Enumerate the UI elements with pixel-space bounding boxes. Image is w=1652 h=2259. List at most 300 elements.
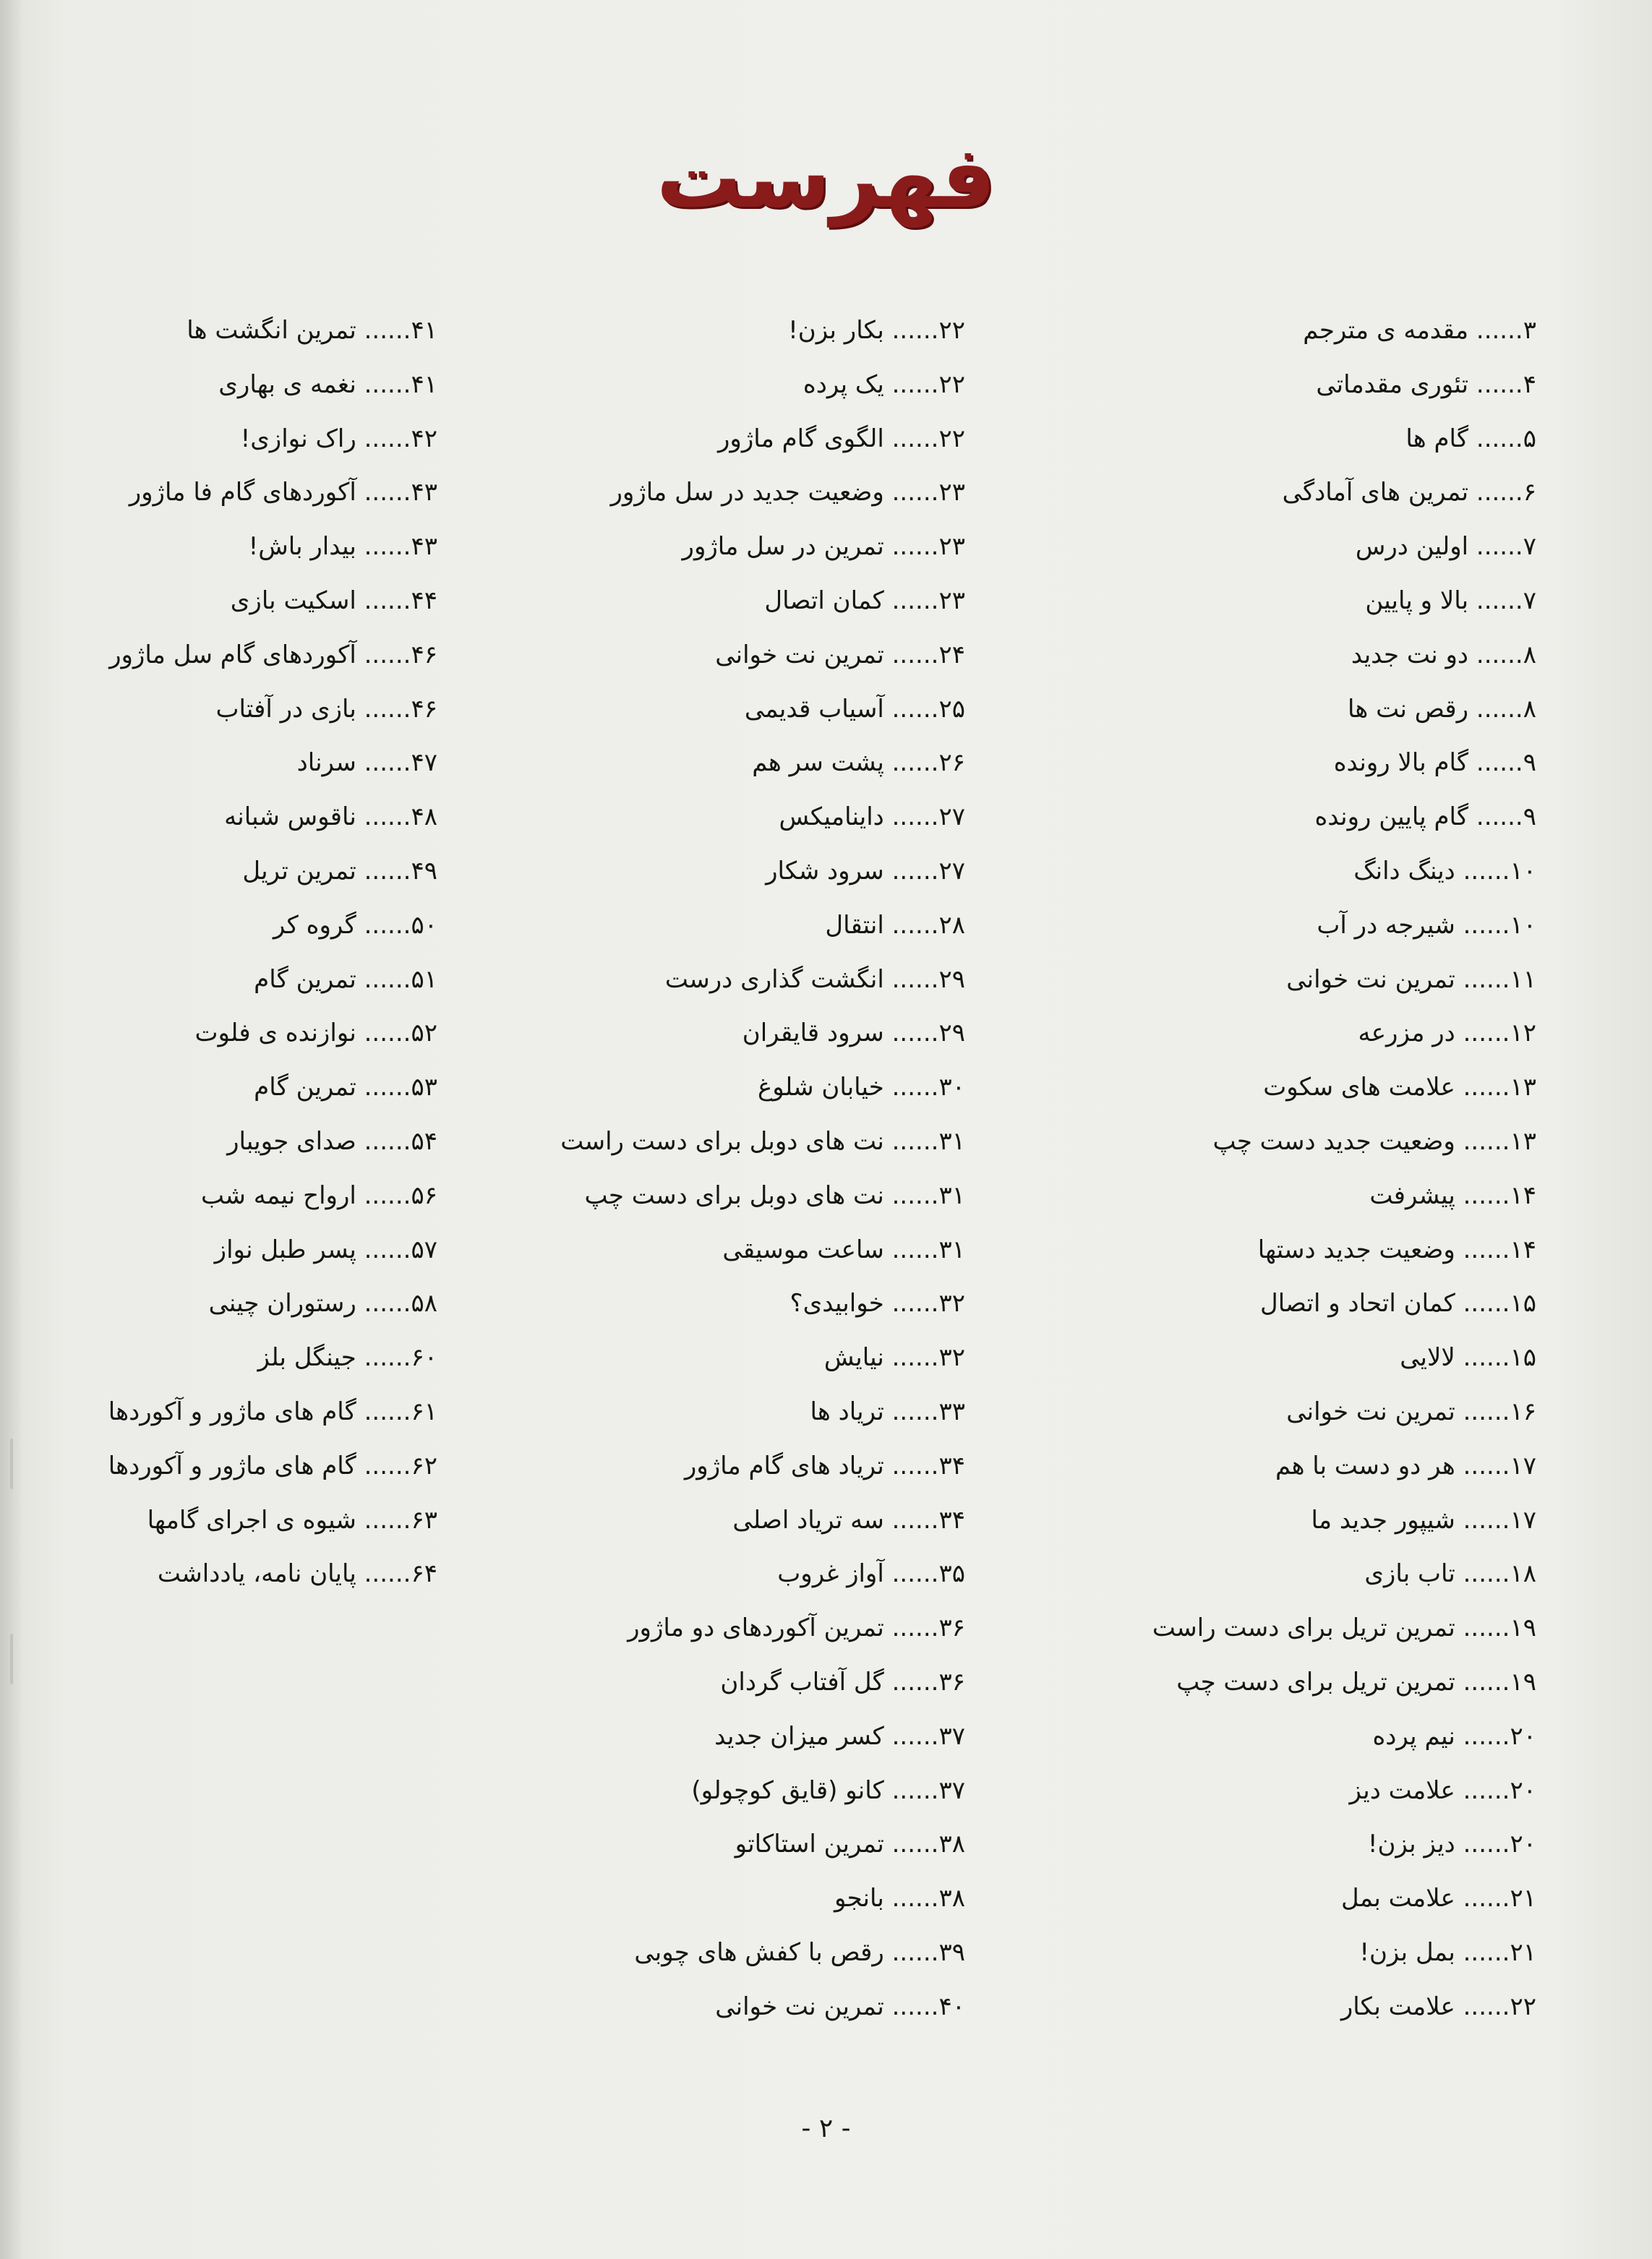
page-number: - ۲ -	[801, 2114, 851, 2143]
toc-entry-leader: ......	[1455, 1180, 1510, 1210]
toc-entry-leader: ......	[1455, 1505, 1510, 1535]
toc-entry-title: انگشت گذاری درست	[664, 964, 884, 994]
toc-entry-page: ۴۳	[411, 532, 437, 562]
toc-entry	[33, 1169, 437, 1223]
toc-entry-leader: ......	[883, 1397, 939, 1426]
toc-entry-page: ۶۰	[411, 1343, 437, 1373]
toc-entry	[33, 1277, 437, 1331]
toc-entry-page: ۳۲	[938, 1289, 965, 1319]
toc-entry-leader: ......	[883, 1451, 939, 1480]
toc-entry-page: ۳۶	[938, 1667, 965, 1697]
toc-entry-title: شیوه ی اجرای گامها	[147, 1505, 356, 1535]
toc-entry-leader: ......	[356, 1235, 411, 1264]
toc-entry-title: گروه کر	[273, 910, 356, 940]
toc-entry-leader: ......	[1468, 424, 1523, 453]
toc-entry-leader: ......	[356, 856, 411, 886]
toc-entry	[1030, 520, 1536, 574]
toc-entry-title: آکوردهای گام فا ماژور	[129, 478, 356, 507]
toc-entry	[1030, 790, 1536, 844]
toc-entry-title: شیپور جدید ما	[1311, 1505, 1455, 1535]
toc-entry-leader: ......	[883, 1235, 939, 1264]
toc-entry-title: بیدار باش!	[248, 532, 356, 562]
toc-entry-page: ۲۰	[1510, 1721, 1536, 1751]
toc-entry	[445, 1385, 965, 1439]
toc-entry	[1030, 628, 1536, 682]
toc-entry-leader: ......	[883, 1830, 939, 1859]
toc-entry	[33, 1331, 437, 1385]
toc-entry-title: لالایی	[1400, 1343, 1455, 1373]
toc-entry-page: ۴۳	[411, 478, 437, 507]
toc-entry-page: ۱۴	[1510, 1180, 1536, 1210]
toc-entry-page: ۵	[1523, 424, 1536, 453]
toc-entry-title: داینامیکس	[779, 802, 884, 832]
toc-entry-title: نیایش	[823, 1343, 884, 1373]
toc-entry-title: وضعیت جدید دست چپ	[1212, 1126, 1455, 1156]
toc-entry	[33, 1547, 437, 1601]
toc-entry-page: ۲۸	[938, 910, 965, 940]
toc-entry-page: ۴۱	[411, 369, 437, 399]
toc-entry-title: علامت های سکوت	[1263, 1073, 1455, 1102]
toc-entry	[33, 628, 437, 682]
toc-entry-title: کمان اتصال	[764, 586, 884, 615]
toc-entry-leader: ......	[356, 1073, 411, 1102]
toc-entry	[445, 1817, 965, 1872]
toc-entry	[1030, 1385, 1536, 1439]
toc-entry-page: ۲۹	[938, 964, 965, 994]
toc-entry-page: ۴	[1523, 369, 1536, 399]
toc-entry-title: رستوران چینی	[208, 1289, 356, 1319]
toc-entry	[1030, 1223, 1536, 1277]
toc-entry-leader: ......	[1468, 532, 1523, 562]
toc-entry-title: اولین درس	[1355, 532, 1469, 562]
toc-entry-leader: ......	[356, 1505, 411, 1535]
toc-entry-title: دو نت جدید	[1351, 640, 1469, 669]
toc-entry-title: ساعت موسیقی	[722, 1235, 884, 1264]
toc-entry-leader: ......	[1455, 1721, 1510, 1751]
toc-entry	[445, 1926, 965, 1980]
toc-entry	[33, 1006, 437, 1060]
binding-stitch	[10, 1439, 13, 1489]
toc-entry-page: ۳۴	[938, 1505, 965, 1535]
toc-entry-page: ۳۸	[938, 1830, 965, 1859]
toc-entry-page: ۵۱	[411, 964, 437, 994]
toc-entry-title: آکوردهای گام سل ماژور	[109, 640, 356, 669]
toc-entry	[1030, 682, 1536, 737]
toc-entry-title: علامت بمل	[1340, 1884, 1455, 1913]
toc-entry	[1030, 466, 1536, 520]
toc-entry	[1030, 1872, 1536, 1926]
toc-entry-page: ۳۷	[938, 1721, 965, 1751]
toc-entry-leader: ......	[356, 586, 411, 615]
toc-entry-title: تمرین نت خوانی	[715, 640, 884, 669]
toc-entry-page: ۲۲	[938, 316, 965, 345]
toc-entry-page: ۱۱	[1510, 964, 1536, 994]
toc-entry-title: رقص با کفش های چوبی	[634, 1937, 884, 1967]
toc-entry-leader: ......	[1468, 478, 1523, 507]
toc-entry-page: ۳۷	[938, 1775, 965, 1805]
toc-entry-title: گام ها	[1405, 424, 1469, 453]
toc-entry-title: علامت بکار	[1340, 1992, 1455, 2021]
toc-entry-title: خوابیدی؟	[789, 1289, 884, 1319]
toc-entry-title: تمرین نت خوانی	[715, 1992, 884, 2021]
toc-entry	[445, 412, 965, 466]
toc-entry	[1030, 1169, 1536, 1223]
toc-entry-leader: ......	[1455, 1937, 1510, 1967]
toc-entry-page: ۳۱	[938, 1235, 965, 1264]
toc-entry-page: ۶۲	[411, 1451, 437, 1480]
toc-entry-title: بالا و پایین	[1365, 586, 1469, 615]
toc-entry-page: ۵۰	[411, 910, 437, 940]
toc-entry-title: اسکیت بازی	[230, 586, 356, 615]
toc-entry-page: ۷	[1523, 532, 1536, 562]
toc-entry-page: ۴۸	[411, 802, 437, 832]
toc-entry-title: کسر میزان جدید	[714, 1721, 884, 1751]
toc-entry-leader: ......	[883, 1559, 939, 1589]
toc-entry-title: تریاد های گام ماژور	[684, 1451, 884, 1480]
toc-entry	[1030, 1547, 1536, 1601]
toc-entry	[445, 1331, 965, 1385]
toc-entry	[33, 1115, 437, 1169]
toc-entry-page: ۴۷	[411, 748, 437, 778]
toc-entry-leader: ......	[356, 640, 411, 669]
toc-entry-page: ۳	[1523, 316, 1536, 345]
binding-stitch	[10, 1634, 13, 1684]
toc-entry-leader: ......	[883, 478, 939, 507]
toc-entry-page: ۴۴	[411, 586, 437, 615]
toc-entry-leader: ......	[1455, 1451, 1510, 1480]
toc-entry-page: ۳۶	[938, 1613, 965, 1643]
toc-entry-leader: ......	[1455, 910, 1510, 940]
toc-entry	[445, 1169, 965, 1223]
toc-entry-page: ۵۳	[411, 1073, 437, 1102]
toc-entry	[445, 358, 965, 412]
toc-entry	[1030, 574, 1536, 628]
toc-entry-leader: ......	[356, 1397, 411, 1426]
toc-entry-page: ۲۷	[938, 802, 965, 832]
toc-entry-leader: ......	[356, 1559, 411, 1589]
toc-entry-page: ۲۳	[938, 532, 965, 562]
toc-entry	[33, 574, 437, 628]
toc-entry-title: تمرین استاکاتو	[735, 1830, 884, 1859]
toc-entry-leader: ......	[883, 1884, 939, 1913]
toc-entry	[33, 466, 437, 520]
toc-entry	[1030, 412, 1536, 466]
toc-entry-page: ۵۸	[411, 1289, 437, 1319]
toc-entry	[1030, 358, 1536, 412]
toc-entry-page: ۱۷	[1510, 1505, 1536, 1535]
toc-entry-page: ۲۱	[1510, 1937, 1536, 1967]
toc-entry-page: ۲۱	[1510, 1884, 1536, 1913]
toc-entry-title: نیم پرده	[1372, 1721, 1455, 1751]
toc-entry-title: نت های دوبل برای دست چپ	[584, 1180, 884, 1210]
page-title: فهرست	[656, 127, 996, 227]
toc-entry-title: تمرین های آمادگی	[1282, 478, 1469, 507]
toc-entry	[445, 574, 965, 628]
toc-entry-leader: ......	[356, 1289, 411, 1319]
toc-entry-leader: ......	[883, 802, 939, 832]
toc-entry-leader: ......	[1455, 1559, 1510, 1589]
toc-entry-page: ۶۱	[411, 1397, 437, 1426]
toc-entry	[33, 1223, 437, 1277]
toc-entry	[1030, 736, 1536, 790]
toc-entry-page: ۶	[1523, 478, 1536, 507]
toc-entry-leader: ......	[356, 910, 411, 940]
toc-entry	[445, 1493, 965, 1548]
toc-entry-title: نوازنده ی فلوت	[194, 1019, 356, 1048]
toc-entry-page: ۵۷	[411, 1235, 437, 1264]
toc-entry-title: تمرین نت خوانی	[1286, 964, 1455, 994]
toc-entry-title: گام بالا رونده	[1333, 748, 1469, 778]
toc-entry-page: ۳۹	[938, 1937, 965, 1967]
toc-entry-page: ۱۷	[1510, 1451, 1536, 1480]
toc-entry-leader: ......	[1455, 856, 1510, 886]
toc-entry-title: دینگ دانگ	[1353, 856, 1455, 886]
toc-entry-leader: ......	[1468, 748, 1523, 778]
toc-entry-page: ۹	[1523, 802, 1536, 832]
toc-entry-title: ناقوس شبانه	[224, 802, 356, 832]
toc-entry-leader: ......	[1455, 1613, 1510, 1643]
toc-entry-title: در مزرعه	[1358, 1019, 1455, 1048]
toc-entry-title: علامت دیز	[1349, 1775, 1455, 1805]
toc-entry-page: ۳۴	[938, 1451, 965, 1480]
toc-entry-leader: ......	[356, 369, 411, 399]
toc-entry-leader: ......	[356, 748, 411, 778]
toc-entry-leader: ......	[883, 369, 939, 399]
toc-entry-leader: ......	[356, 478, 411, 507]
toc-entry-title: بکار بزن!	[788, 316, 884, 345]
toc-entry-leader: ......	[1455, 1289, 1510, 1319]
toc-entry	[1030, 844, 1536, 899]
toc-entry-leader: ......	[1468, 694, 1523, 724]
toc-entry-title: پسر طبل نواز	[214, 1235, 356, 1264]
toc-entry-leader: ......	[883, 1343, 939, 1373]
toc-entry-leader: ......	[883, 1992, 939, 2021]
toc-entry	[33, 953, 437, 1007]
binding-shadow	[0, 0, 22, 2259]
toc-entry-title: نت های دوبل برای دست راست	[560, 1126, 884, 1156]
toc-entry-page: ۸	[1523, 694, 1536, 724]
toc-entry	[445, 1980, 965, 2034]
toc-entry-page: ۴۹	[411, 856, 437, 886]
toc-entry-leader: ......	[1468, 586, 1523, 615]
toc-entry	[1030, 1439, 1536, 1493]
toc-entry-page: ۵۲	[411, 1019, 437, 1048]
toc-entry	[33, 358, 437, 412]
toc-entry-page: ۱۴	[1510, 1235, 1536, 1264]
toc-entry-page: ۲۲	[938, 369, 965, 399]
toc-entry-leader: ......	[883, 1019, 939, 1048]
toc-entry	[445, 304, 965, 358]
toc-entry-leader: ......	[883, 640, 939, 669]
toc-entry-leader: ......	[1455, 1830, 1510, 1859]
toc-entry-leader: ......	[356, 532, 411, 562]
toc-entry-leader: ......	[1455, 1343, 1510, 1373]
toc-entry-page: ۳۳	[938, 1397, 965, 1426]
toc-entry-title: تمرین گام	[254, 964, 356, 994]
toc-entry-leader: ......	[883, 694, 939, 724]
toc-entry	[445, 736, 965, 790]
toc-entry-leader: ......	[883, 856, 939, 886]
toc-entry-title: رقص نت ها	[1348, 694, 1469, 724]
toc-entry-leader: ......	[1468, 802, 1523, 832]
toc-entry-page: ۱۰	[1510, 910, 1536, 940]
toc-entry-title: سرود شکار	[766, 856, 884, 886]
toc-entry	[1030, 1060, 1536, 1115]
toc-entry-title: وضعیت جدید دستها	[1257, 1235, 1455, 1264]
toc-entry-page: ۱۸	[1510, 1559, 1536, 1589]
toc-entry	[1030, 1926, 1536, 1980]
toc-entry-page: ۲۵	[938, 694, 965, 724]
toc-entry	[445, 1060, 965, 1115]
toc-entry-title: بانجو	[834, 1884, 884, 1913]
toc-entry-title: گل آفتاب گردان	[720, 1667, 884, 1697]
toc-entry-leader: ......	[883, 1180, 939, 1210]
toc-entry-page: ۲۷	[938, 856, 965, 886]
toc-entry-page: ۱۳	[1510, 1073, 1536, 1102]
toc-entry	[33, 520, 437, 574]
toc-entry-title: یک پرده	[803, 369, 884, 399]
toc-entry	[445, 1655, 965, 1710]
toc-entry-leader: ......	[1468, 640, 1523, 669]
toc-entry-leader: ......	[1455, 1019, 1510, 1048]
toc-entry	[1030, 1764, 1536, 1818]
toc-entry-leader: ......	[883, 586, 939, 615]
toc-entry	[33, 1060, 437, 1115]
toc-entry-title: تئوری مقدماتی	[1316, 369, 1469, 399]
toc-entry-title: بازی در آفتاب	[215, 694, 356, 724]
toc-entry-title: وضعیت جدید در سل ماژور	[610, 478, 884, 507]
toc-entry-leader: ......	[883, 1667, 939, 1697]
toc-entry-leader: ......	[1468, 316, 1523, 345]
toc-entry	[445, 790, 965, 844]
toc-entry-title: هر دو دست با هم	[1275, 1451, 1455, 1480]
toc-entry	[1030, 1006, 1536, 1060]
toc-entry-page: ۲۳	[938, 586, 965, 615]
toc-entry-leader: ......	[356, 1180, 411, 1210]
toc-column-right	[1030, 304, 1536, 2034]
toc-entry-leader: ......	[1455, 1992, 1510, 2021]
toc-entry-page: ۳۲	[938, 1343, 965, 1373]
toc-entry-leader: ......	[883, 316, 939, 345]
toc-entry-page: ۱۹	[1510, 1667, 1536, 1697]
toc-entry-title: کمان اتحاد و اتصال	[1259, 1289, 1455, 1319]
toc-entry	[1030, 1601, 1536, 1655]
toc-entry-title: نغمه ی بهاری	[218, 369, 356, 399]
toc-entry-leader: ......	[356, 424, 411, 453]
toc-entry-title: تمرین تریل برای دست چپ	[1176, 1667, 1455, 1697]
toc-entry-page: ۱۵	[1510, 1289, 1536, 1319]
toc-entry-page: ۲۰	[1510, 1830, 1536, 1859]
toc-entry	[33, 412, 437, 466]
toc-entry	[33, 736, 437, 790]
toc-entry-page: ۲۹	[938, 1019, 965, 1048]
toc-entry	[445, 953, 965, 1007]
toc-entry-leader: ......	[1455, 1126, 1510, 1156]
toc-entry-title: تمرین تریل برای دست راست	[1152, 1613, 1455, 1643]
toc-entry-leader: ......	[883, 424, 939, 453]
toc-entry	[1030, 1115, 1536, 1169]
toc-entry-page: ۵۶	[411, 1180, 437, 1210]
toc-entry-page: ۱۹	[1510, 1613, 1536, 1643]
toc-entry-page: ۳۵	[938, 1559, 965, 1589]
toc-entry	[1030, 304, 1536, 358]
toc-entry	[1030, 1655, 1536, 1710]
toc-entry	[33, 1493, 437, 1548]
toc-entry	[445, 1764, 965, 1818]
toc-entry-title: تمرین انگشت ها	[187, 316, 356, 345]
toc-entry-page: ۲۲	[1510, 1992, 1536, 2021]
toc-entry	[445, 466, 965, 520]
toc-entry-title: تمرین گام	[254, 1073, 356, 1102]
toc-entry-title: صدای جویبار	[227, 1126, 356, 1156]
toc-entry	[1030, 1817, 1536, 1872]
toc-entry-leader: ......	[883, 1073, 939, 1102]
toc-entry-leader: ......	[883, 1126, 939, 1156]
toc-entry	[33, 844, 437, 899]
toc-entry-title: تمرین در سل ماژور	[682, 532, 884, 562]
toc-column-left	[33, 304, 437, 1601]
toc-entry	[1030, 953, 1536, 1007]
toc-entry-title: گام پایین رونده	[1314, 802, 1469, 832]
toc-entry	[445, 844, 965, 899]
toc-entry	[1030, 899, 1536, 953]
toc-entry-page: ۳۸	[938, 1884, 965, 1913]
toc-entry-page: ۴۲	[411, 424, 437, 453]
toc-entry-leader: ......	[1455, 1235, 1510, 1264]
toc-entry-leader: ......	[1468, 369, 1523, 399]
toc-entry-title: خیابان شلوغ	[757, 1073, 884, 1102]
toc-entry-leader: ......	[883, 1613, 939, 1643]
toc-entry-page: ۴۱	[411, 316, 437, 345]
toc-entry-page: ۱۶	[1510, 1397, 1536, 1426]
toc-entry	[33, 1385, 437, 1439]
toc-entry-leader: ......	[883, 964, 939, 994]
toc-entry-title: تمرین آکوردهای دو ماژور	[628, 1613, 884, 1643]
toc-entry	[33, 899, 437, 953]
toc-entry-leader: ......	[883, 1721, 939, 1751]
toc-entry-page: ۱۰	[1510, 856, 1536, 886]
toc-entry-page: ۲۰	[1510, 1775, 1536, 1805]
toc-entry	[445, 682, 965, 737]
toc-entry-leader: ......	[883, 1505, 939, 1535]
toc-entry	[1030, 1277, 1536, 1331]
toc-entry	[445, 1872, 965, 1926]
toc-entry-page: ۴۰	[938, 1992, 965, 2021]
toc-entry-leader: ......	[356, 964, 411, 994]
toc-entry-title: پایان نامه، یادداشت	[157, 1559, 356, 1589]
toc-entry-title: انتقال	[825, 910, 884, 940]
toc-entry-title: گام های ماژور و آکوردها	[108, 1397, 356, 1426]
toc-entry	[445, 1547, 965, 1601]
toc-entry	[445, 1006, 965, 1060]
toc-entry	[445, 1710, 965, 1764]
toc-entry-title: آواز غروب	[777, 1559, 884, 1589]
toc-entry	[445, 1223, 965, 1277]
toc-entry	[445, 899, 965, 953]
toc-entry-page: ۳۱	[938, 1180, 965, 1210]
toc-entry-title: تمرین نت خوانی	[1286, 1397, 1455, 1426]
toc-entry-leader: ......	[356, 694, 411, 724]
toc-entry-leader: ......	[883, 1775, 939, 1805]
toc-entry-title: شیرجه در آب	[1317, 910, 1455, 940]
toc-entry-title: ارواح نیمه شب	[201, 1180, 356, 1210]
toc-entry	[33, 682, 437, 737]
toc-entry-title: گام های ماژور و آکوردها	[108, 1451, 356, 1480]
toc-entry-page: ۶۳	[411, 1505, 437, 1535]
toc-entry-page: ۶۴	[411, 1559, 437, 1589]
toc-entry	[1030, 1980, 1536, 2034]
toc-entry-leader: ......	[883, 532, 939, 562]
